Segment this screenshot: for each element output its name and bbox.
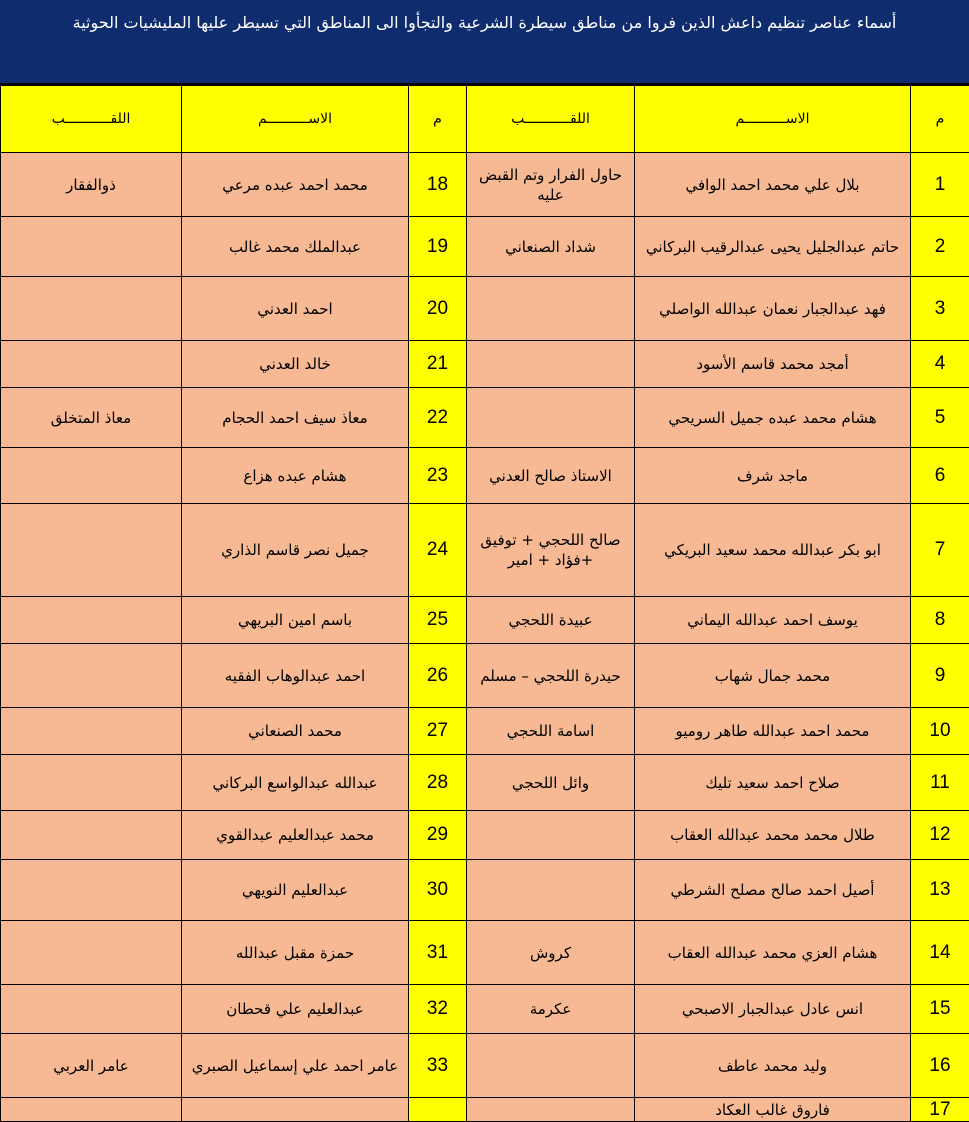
row-number: 22 [409,388,467,448]
table-row [1,644,969,708]
title-cell [1,1098,182,1122]
row-number: 13 [911,860,969,921]
row-number: 3 [911,277,969,341]
title-cell [467,1098,635,1122]
row-number: 27 [409,708,467,755]
title-cell: معاذ المتخلق [1,388,182,448]
row-number: 17 [911,1098,969,1122]
name-cell: انس عادل عبدالجبار الاصبحي [635,985,911,1034]
name-cell: حمزة مقبل عبدالله [182,921,409,985]
row-number: 5 [911,388,969,448]
table-row [1,448,969,504]
title-cell [467,388,635,448]
header-title: اللقـــــــــــب [467,86,635,153]
row-number: 1 [911,153,969,217]
title-cell [467,341,635,388]
row-number: 11 [911,755,969,811]
name-cell: محمد احمد عبده مرعي [182,153,409,217]
table-row [1,388,969,448]
title-cell [467,1034,635,1098]
row-number [409,1098,467,1122]
title-cell: عكرمة [467,985,635,1034]
name-cell: احمد العدني [182,277,409,341]
title-cell: كروش [467,921,635,985]
row-number: 4 [911,341,969,388]
table-row [1,217,969,277]
name-cell: حاتم عبدالجليل يحيى عبدالرقيب البركاني [635,217,911,277]
name-cell: عامر احمد علي إسماعيل الصبري [182,1034,409,1098]
name-cell: محمد جمال شهاب [635,644,911,708]
name-cell: وليد محمد عاطف [635,1034,911,1098]
name-cell: عبدالعليم النويهي [182,860,409,921]
names-table [0,85,969,1122]
table-row [1,985,969,1034]
name-cell: ابو بكر عبدالله محمد سعيد البريكي [635,504,911,597]
header-title: اللقـــــــــــب [1,86,182,153]
row-number: 9 [911,644,969,708]
title-cell [467,277,635,341]
table-row [1,860,969,921]
title-cell [1,597,182,644]
title-cell [1,860,182,921]
title-cell: ذوالفقار [1,153,182,217]
title-cell: حيدرة اللحجي – مسلم [467,644,635,708]
table-row [1,811,969,860]
table-row [1,504,969,597]
name-cell: هشام محمد عبده جميل السريحي [635,388,911,448]
title-cell: عامر العربي [1,1034,182,1098]
name-cell: معاذ سيف احمد الحجام [182,388,409,448]
row-number: 14 [911,921,969,985]
name-cell: ماجد شرف [635,448,911,504]
row-number: 15 [911,985,969,1034]
name-cell: خالد العدني [182,341,409,388]
name-cell: يوسف احمد عبدالله اليماني [635,597,911,644]
title-cell [1,217,182,277]
name-cell: محمد الصنعاني [182,708,409,755]
name-cell: أصيل احمد صالح مصلح الشرطي [635,860,911,921]
name-cell: فاروق غالب العكاد [635,1098,911,1122]
title-cell [1,644,182,708]
title-cell [467,811,635,860]
title-cell: صالح اللحجي + توفيق +فؤاد + امير [467,504,635,597]
row-number: 20 [409,277,467,341]
title-cell: حاول الفرار وتم القبض عليه [467,153,635,217]
table-row [1,341,969,388]
table-row [1,153,969,217]
name-cell: بلال علي محمد احمد الوافي [635,153,911,217]
name-cell: محمد احمد عبدالله طاهر روميو [635,708,911,755]
name-cell: هشام عبده هزاع [182,448,409,504]
document-title: أسماء عناصر تنظيم داعش الذين فروا من مناطق سيطرة الشرعية والتجأوا الى المناطق التي تسيطر عليها المليشيات الحوثية [0,0,969,85]
name-cell: عبدالملك محمد غالب [182,217,409,277]
table-row [1,1098,969,1122]
title-cell: عبيدة اللحجي [467,597,635,644]
row-number: 33 [409,1034,467,1098]
title-cell: الاستاذ صالح العدني [467,448,635,504]
row-number: 10 [911,708,969,755]
title-cell [1,921,182,985]
row-number: 21 [409,341,467,388]
table-row [1,921,969,985]
name-cell: طلال محمد محمد عبدالله العقاب [635,811,911,860]
row-number: 31 [409,921,467,985]
table-row [1,708,969,755]
title-cell [1,448,182,504]
name-cell: احمد عبدالوهاب الفقيه [182,644,409,708]
name-cell: أمجد محمد قاسم الأسود [635,341,911,388]
name-cell: جميل نصر قاسم الذاري [182,504,409,597]
name-cell: صلاح احمد سعيد تليك [635,755,911,811]
header-num: م [409,86,467,153]
row-number: 32 [409,985,467,1034]
row-number: 7 [911,504,969,597]
row-number: 6 [911,448,969,504]
name-cell: هشام العزي محمد عبدالله العقاب [635,921,911,985]
name-cell [182,1098,409,1122]
header-name: الاســــــــــم [182,86,409,153]
row-number: 8 [911,597,969,644]
name-cell: محمد عبدالعليم عبدالقوي [182,811,409,860]
name-cell: باسم امين البريهي [182,597,409,644]
name-cell: عبدالله عبدالواسع البركاني [182,755,409,811]
row-number: 24 [409,504,467,597]
title-cell [467,860,635,921]
title-cell: اسامة اللحجي [467,708,635,755]
header-num: م [911,86,969,153]
title-cell: وائل اللحجي [467,755,635,811]
row-number: 23 [409,448,467,504]
row-number: 25 [409,597,467,644]
row-number: 2 [911,217,969,277]
row-number: 19 [409,217,467,277]
row-number: 16 [911,1034,969,1098]
table-row [1,597,969,644]
title-cell [1,504,182,597]
table-row [1,277,969,341]
title-cell [1,985,182,1034]
table-row [1,1034,969,1098]
row-number: 26 [409,644,467,708]
header-name: الاســــــــــم [635,86,911,153]
header-row [1,86,969,153]
row-number: 29 [409,811,467,860]
title-cell [1,277,182,341]
name-cell: فهد عبدالجبار نعمان عبدالله الواصلي [635,277,911,341]
title-cell [1,755,182,811]
title-cell: شداد الصنعاني [467,217,635,277]
title-cell [1,708,182,755]
row-number: 28 [409,755,467,811]
row-number: 12 [911,811,969,860]
title-cell [1,341,182,388]
row-number: 30 [409,860,467,921]
row-number: 18 [409,153,467,217]
table-row [1,755,969,811]
name-cell: عبدالعليم علي قحطان [182,985,409,1034]
title-cell [1,811,182,860]
